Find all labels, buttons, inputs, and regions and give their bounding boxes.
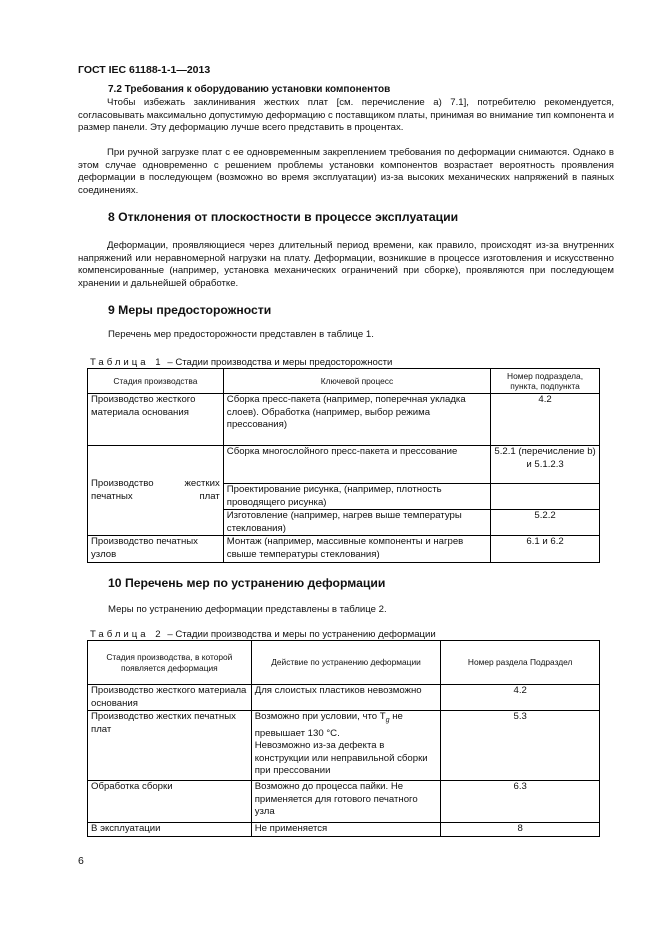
table-cell: Производство жестких печатных плат	[88, 711, 252, 781]
table-cell: 5.3	[441, 711, 600, 781]
table-row	[88, 781, 600, 823]
table-cell: Изготовление (например, нагрев выше температуры стеклования)	[223, 510, 490, 536]
section-7-2-paragraph-1: Чтобы избежать заклинивания жестких плат [см. перечисление а) 7.1], потребителю рекомендуется, согласовывать максимально допустимую деформацию с поставщиком платы, принимая во внимание тип компонента и размер панели. Эту деформацию лучше всего представить в процентах.	[78, 97, 614, 134]
table-2-caption-word: Таблица	[90, 629, 149, 640]
table-cell: Производство печатных узлов	[88, 536, 224, 562]
section-10-title: 10 Перечень мер по устранению деформации	[108, 576, 386, 590]
table-1-caption-text: – Стадии производства и меры предосторожности	[167, 357, 393, 368]
table-cell: Обработка сборки	[88, 781, 252, 823]
table-cell: Монтаж (например, массивные компоненты и нагрев свыше температуры стеклования)	[223, 536, 490, 562]
table-2-header-ref: Номер раздела Подраздел	[441, 641, 600, 685]
table-cell: 4.2	[441, 685, 600, 711]
table-row	[88, 711, 600, 781]
table-1-caption-number: 1	[155, 357, 161, 368]
table-row	[88, 446, 600, 484]
table-2-caption-number: 2	[155, 629, 161, 640]
table-2-caption-text: – Стадии производства и меры по устранению деформации	[167, 629, 436, 640]
section-8-paragraph: Деформации, проявляющиеся через длительный период времени, как правило, происходят из-за внутренних напряжений или неравномерной нагрузки на плату. Деформации, возникшие в процессе изготовления и искусственно компенсированные (например, установка механических ограничений при сборке), проявляются при последующем хранении и дальнейшей обработке.	[78, 240, 614, 289]
table-cell: 5.2.2	[491, 510, 600, 536]
table-1-caption	[90, 357, 392, 368]
table-2-caption	[90, 629, 436, 640]
section-9-title: 9 Меры предосторожности	[108, 303, 272, 317]
table-cell: Возможно до процесса пайки. Не применяется для готового печатного узла	[251, 781, 441, 823]
table-cell: 4.2	[491, 394, 600, 446]
page-number: 6	[78, 855, 84, 867]
table-1-header-stage: Стадия производства	[88, 369, 224, 394]
table-cell: Сборка пресс-пакета (например, поперечная укладка слоев). Обработка (например, выбор режима прессования)	[223, 394, 490, 446]
table-row	[88, 536, 600, 562]
table-1-header-ref: Номер подраздела, пункта, подпункта	[491, 369, 600, 394]
section-7-2-title: 7.2 Требования к оборудованию установки компонентов	[108, 84, 391, 95]
section-8-title: 8 Отклонения от плоскостности в процессе эксплуатации	[108, 210, 459, 224]
table-cell: 6.3	[441, 781, 600, 823]
table-row	[88, 823, 600, 837]
table-cell-text: Невозможно из-за дефекта в конструкции или неправильной сборки при прессовании	[254, 740, 428, 777]
table-1-header-process: Ключевой процесс	[223, 369, 490, 394]
table-cell-subscript: g	[385, 717, 390, 725]
table-cell: Производство жесткого материала основания	[88, 394, 224, 446]
table-1-caption-word: Таблица	[90, 357, 149, 368]
table-cell-text: Возможно при условии, что T	[254, 711, 386, 723]
table-cell: Не применяется	[251, 823, 441, 837]
table-cell	[491, 484, 600, 510]
table-cell: В эксплуатации	[88, 823, 252, 837]
table-cell-text: Производство жестких печатных плат	[91, 478, 220, 502]
table-cell: 6.1 и 6.2	[491, 536, 600, 562]
table-row	[88, 394, 600, 446]
table-cell: 5.2.1 (перечисление b) и 5.1.2.3	[491, 446, 600, 484]
table-cell-text: не превышает 130 °С.	[254, 711, 403, 739]
table-cell: Производство жесткого материала основания	[88, 685, 252, 711]
table-2	[87, 640, 600, 837]
section-7-2-paragraph-2: При ручной загрузке плат с ее одновременным закреплением требования по деформации снимаются. Однако в этом случае одновременно с решением проблемы установки компонентов возрастает вероятность проявления деформации в последующем (возможно во время эксплуатации) из-за высоких механических напряжений в паяных соединениях.	[78, 147, 614, 196]
table-2-header-stage: Стадия производства, в которой появляется деформация	[88, 641, 252, 685]
table-2-header-action: Действие по устранению деформации	[251, 641, 441, 685]
table-cell: Проектирование рисунка, (например, плотность проводящего рисунка)	[223, 484, 490, 510]
section-9-paragraph: Перечень мер предосторожности представлен в таблице 1.	[108, 329, 374, 340]
table-1	[87, 368, 600, 563]
table-cell	[251, 711, 441, 781]
document-header: ГОСТ IEC 61188-1-1—2013	[78, 64, 211, 76]
table-row	[88, 685, 600, 711]
table-cell	[88, 446, 224, 536]
table-cell: Сборка многослойного пресс-пакета и прессование	[223, 446, 490, 484]
section-10-paragraph: Меры по устранению деформации представлены в таблице 2.	[108, 604, 387, 615]
table-cell: Для слоистых пластиков невозможно	[251, 685, 441, 711]
table-cell: 8	[441, 823, 600, 837]
